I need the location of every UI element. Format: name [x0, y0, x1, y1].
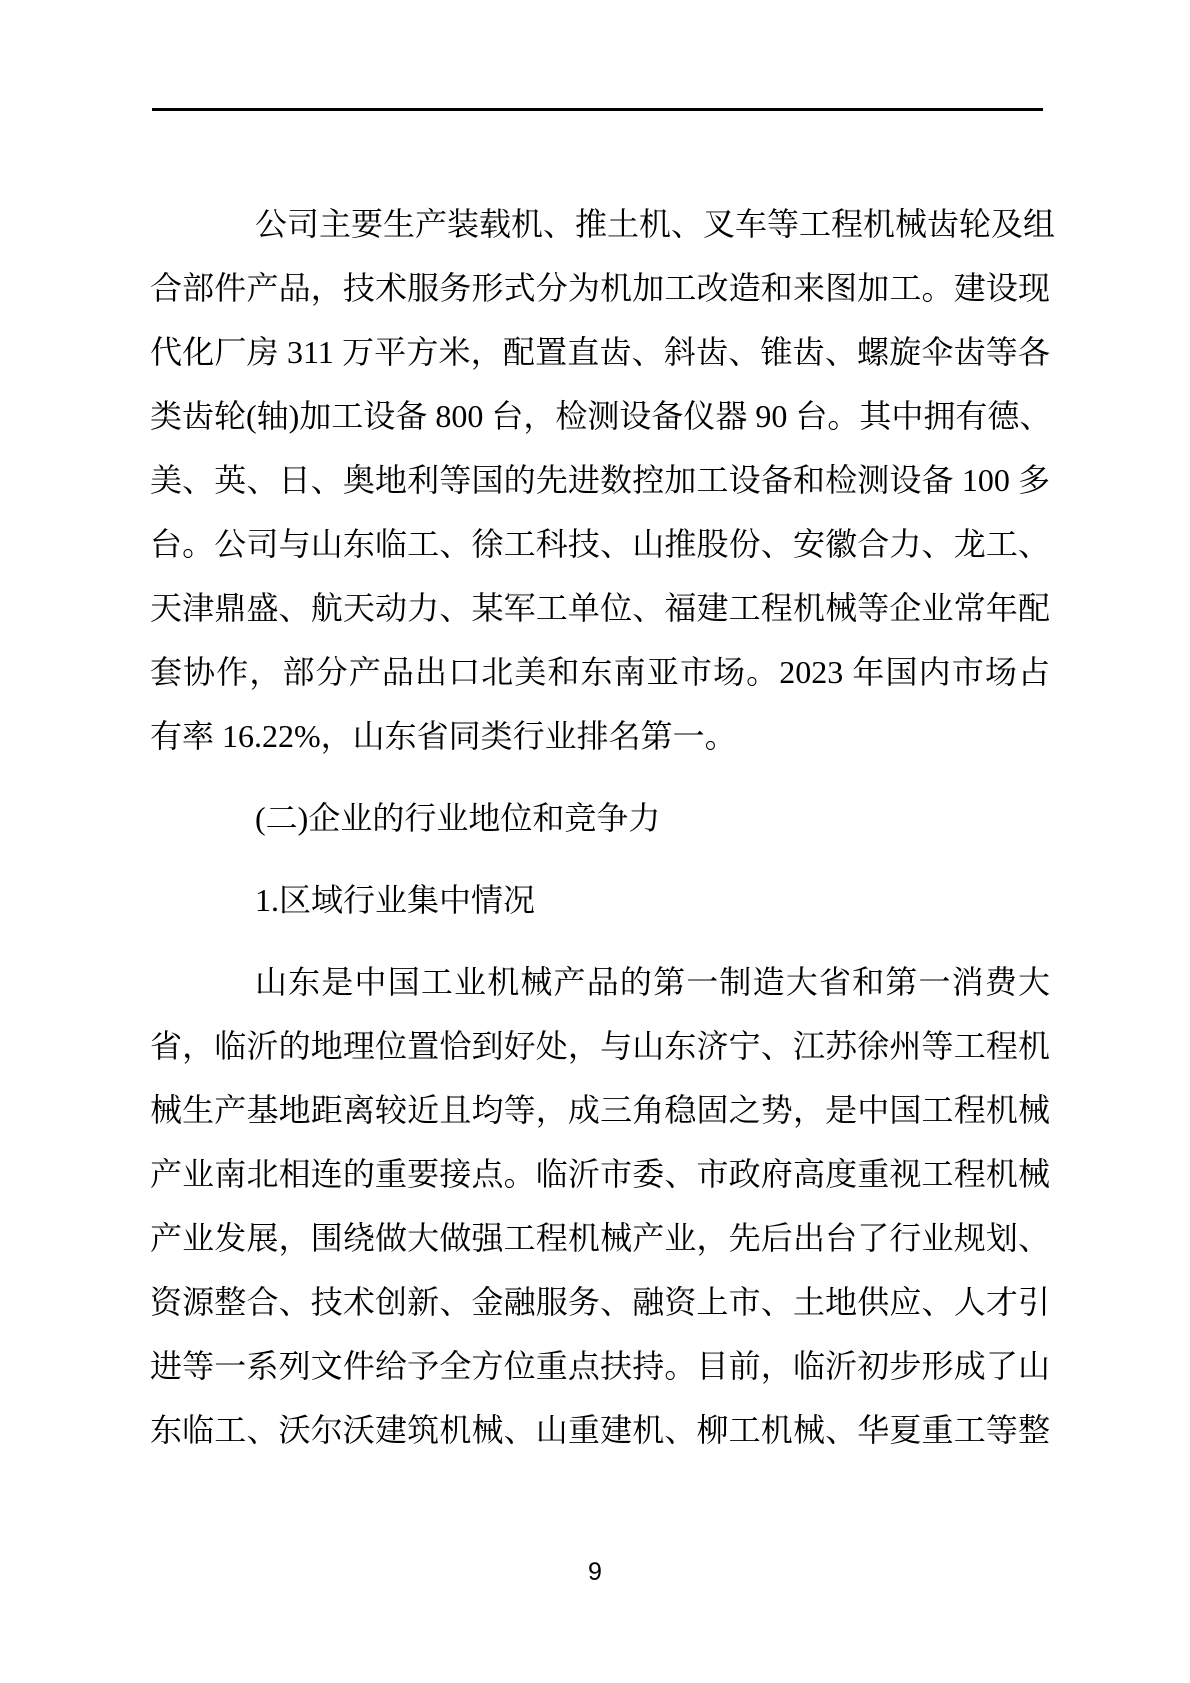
section-heading: (二)企业的行业地位和竞争力	[255, 800, 661, 836]
text-line: 有率 16.22%，山东省同类行业排名第一。	[150, 718, 737, 754]
text-line: 东临工、沃尔沃建筑机械、山重建机、柳工机械、华夏重工等整	[150, 1412, 1050, 1448]
text-line: 山东是中国工业机械产品的第一制造大省和第一消费大	[255, 964, 1050, 1000]
text-line: 套协作，部分产品出口北美和东南亚市场。2023 年国内市场占	[150, 654, 1050, 690]
sub-heading: 1.区域行业集中情况	[255, 882, 536, 918]
text-line: 省，临沂的地理位置恰到好处，与山东济宁、江苏徐州等工程机	[150, 1028, 1050, 1064]
paragraph	[150, 950, 1050, 1462]
text-line: 进等一系列文件给予全方位重点扶持。目前，临沂初步形成了山	[150, 1348, 1050, 1384]
paragraph	[150, 192, 1056, 768]
text-line: 公司主要生产装载机、推土机、叉车等工程机械齿轮及组	[255, 206, 1056, 242]
page-number: 9	[588, 1558, 602, 1586]
text-line: 代化厂房 311 万平方米，配置直齿、斜齿、锥齿、螺旋伞齿等各	[150, 334, 1050, 370]
text-line: 产业南北相连的重要接点。临沂市委、市政府高度重视工程机械	[150, 1156, 1050, 1192]
text-line: 资源整合、技术创新、金融服务、融资上市、土地供应、人才引	[150, 1284, 1050, 1320]
text-line: 产业发展，围绕做大做强工程机械产业，先后出台了行业规划、	[150, 1220, 1050, 1256]
text-line: 合部件产品，技术服务形式分为机加工改造和来图加工。建设现	[150, 270, 1050, 306]
text-line: 台。公司与山东临工、徐工科技、山推股份、安徽合力、龙工、	[150, 526, 1050, 562]
header-rule	[152, 108, 1043, 111]
text-line: 美、英、日、奥地利等国的先进数控加工设备和检测设备 100 多	[150, 462, 1050, 498]
text-line: 械生产基地距离较近且均等，成三角稳固之势，是中国工程机械	[150, 1092, 1050, 1128]
document-body	[150, 192, 1056, 1462]
text-line: 类齿轮(轴)加工设备 800 台，检测设备仪器 90 台。其中拥有德、	[150, 398, 1052, 434]
text-line: 天津鼎盛、航天动力、某军工单位、福建工程机械等企业常年配	[150, 590, 1050, 626]
